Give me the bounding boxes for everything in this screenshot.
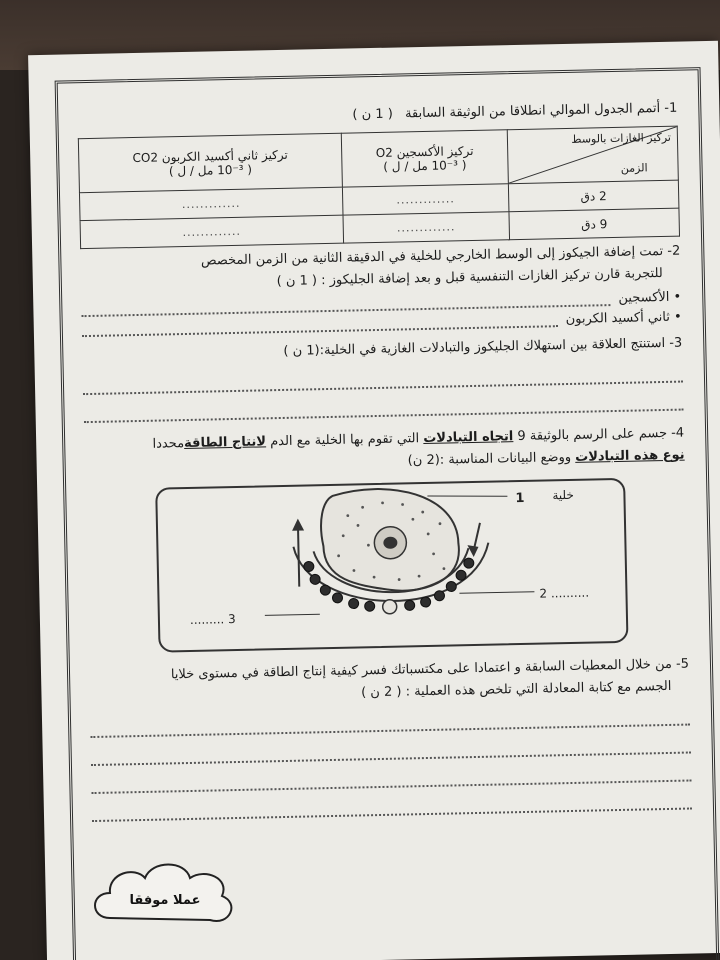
exam-sheet [28, 41, 720, 960]
corner-top-label: تركيز الغازات بالوسط [571, 130, 672, 146]
diagram-label-3: ......... 3 [189, 612, 236, 627]
gas-concentration-table [78, 126, 680, 250]
cell-label: خلية [552, 487, 575, 503]
o2-answer-blank[interactable]: ............. [343, 212, 510, 243]
o2-header-unit: ( 10⁻³ مل / ل ) [383, 157, 467, 174]
cell-blood-diagram [157, 480, 630, 655]
question-1-text: 1- أتمم الجدول الموالي انطلاقا من الوثيقة السابقة [404, 100, 678, 122]
row-time-label: 2 دق [508, 180, 679, 212]
diagram-label-2: 2 .......... [539, 585, 590, 601]
question-4-line-2: نوع هذه التبادلات ووضع البيانات المناسبة :(2 ن) [407, 447, 685, 469]
question-5-line-2: الجسم مع كتابة المعادلة التي تلخص هذه العملية : ( 2 ن ) [360, 678, 672, 701]
bullet-co2: • ثاني أكسيد الكربون [565, 309, 682, 328]
table-corner-cell [507, 126, 678, 184]
question-2-line-2: للتجربة قارن تركيز الغازات التنفسية قبل و بعد إضافة الجليكوز : ( 1 ن ) [276, 265, 663, 290]
co2-answer-blank[interactable]: ............. [79, 187, 342, 220]
question-1-points: ( 1 ن ) [352, 106, 394, 123]
corner-bottom-label: الزمن [620, 161, 648, 175]
good-luck-cloud [90, 858, 240, 928]
question-3: 3- استنتج العلاقة بين استهلاك الجليكوز والتبادلات الغازية في الخلية:(1 ن ) [283, 335, 683, 359]
co2-header-unit: ( 10⁻³ مل / ل ) [168, 162, 253, 178]
cell-diagram-box [155, 478, 628, 653]
co2-header-label: تركيز ثاني أكسيد الكربون CO2 [132, 147, 288, 165]
exam-content [77, 98, 692, 822]
co2-answer-blank[interactable]: ............. [80, 215, 343, 248]
o2-header-cell [341, 130, 508, 187]
question-5-line-1: 5- من خلال المعطيات السابقة و اعتمادا على مكتسباتك فسر كيفية إنتاج الطاقة في مستوى خلايا [170, 656, 690, 683]
closing-text: عملا موفقا [129, 893, 201, 908]
answer-line[interactable] [83, 389, 683, 424]
question-2 [80, 241, 681, 298]
question-4: 4- جسم على الرسم بالوثيقة 9 اتجاه التبادلات التي تقوم بها الخلية مع الدم لانتاج الطاقةمحددا [152, 425, 685, 452]
diagram-label-1: 1 [515, 490, 525, 507]
o2-answer-blank[interactable]: ............. [342, 184, 509, 215]
bullet-oxygen: • الأكسجين [618, 289, 682, 306]
question-5 [89, 654, 690, 711]
o2-header-label: تركيز الأكسجين O2 [375, 143, 474, 160]
co2-header-cell [78, 133, 342, 192]
question-2-line-1: 2- تمت إضافة الجيكوز إلى الوسط الخارجي للخلية في الدقيقة الثانية من الزمن المخصص [200, 243, 681, 269]
row-time-label: 9 دق [509, 208, 680, 240]
